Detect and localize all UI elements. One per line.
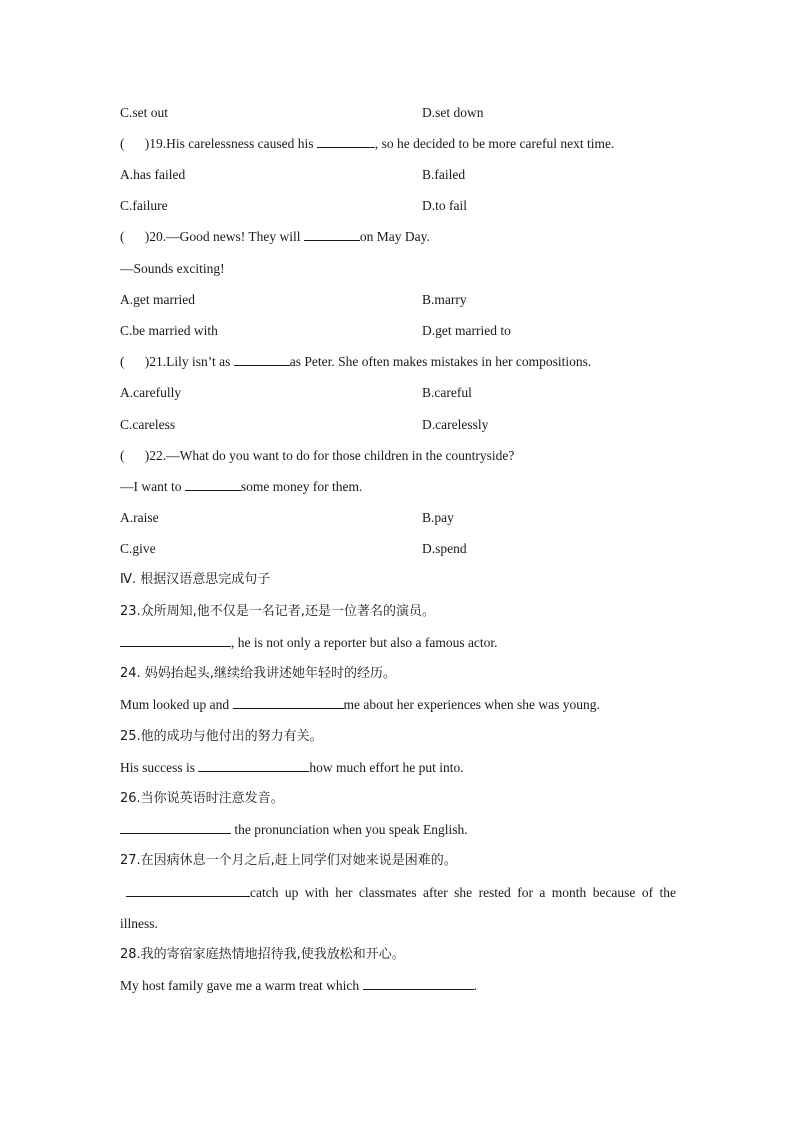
option-a: A.carefully (120, 385, 182, 400)
sentence-start: My host family gave me a warm treat which (120, 978, 360, 993)
answer-blank[interactable] (120, 821, 231, 834)
question-25-chinese: 25.他的成功与他付出的努力有关。 (120, 729, 323, 744)
option-c: C.failure (120, 198, 168, 213)
question-25-english (120, 759, 464, 777)
question-26-english (120, 821, 468, 839)
answer-blank[interactable] (234, 353, 290, 366)
question-stem-end: as Peter. She often makes mistakes in her compositions. (289, 354, 592, 369)
question-28-english (120, 977, 477, 995)
dialogue-reply (120, 478, 362, 496)
answer-paren[interactable]: ( ) (120, 354, 150, 369)
option-b: B.careful (422, 385, 472, 400)
question-19 (120, 135, 614, 153)
dialogue-reply: —Sounds exciting! (120, 261, 225, 276)
answer-blank[interactable] (185, 478, 241, 491)
option-b: B.pay (422, 510, 454, 525)
sentence-end: catch up with her classmates after she rested for a month because of the (250, 885, 676, 900)
question-27-chinese: 27.在因病休息一个月之后,赶上同学们对她来说是困难的。 (120, 853, 457, 868)
answer-paren[interactable]: ( ) (120, 448, 150, 463)
sentence-start: Mum looked up and (120, 697, 230, 712)
sentence-start: His success is (120, 760, 195, 775)
sentence-end: . (473, 978, 477, 993)
answer-blank[interactable] (363, 977, 474, 990)
option-a: A.raise (120, 510, 159, 525)
option-c: C.give (120, 541, 156, 556)
question-23-english (120, 634, 498, 652)
answer-blank[interactable] (317, 135, 375, 148)
question-stem: 22.—What do you want to do for those children in the countryside? (149, 448, 515, 463)
question-24-chinese: 24. 妈妈抬起头,继续给我讲述她年轻时的经历。 (120, 666, 396, 681)
question-stem: 19.His carelessness caused his (149, 136, 314, 151)
sentence-end: , he is not only a reporter but also a famous actor. (231, 635, 498, 650)
answer-blank[interactable] (198, 759, 309, 772)
sentence-end: how much effort he put into. (309, 760, 464, 775)
option-b: B.failed (422, 167, 466, 182)
option-d: D.carelessly (422, 417, 489, 432)
question-stem-end: on May Day. (359, 229, 430, 244)
answer-blank[interactable] (126, 884, 250, 897)
option-b: B.marry (422, 292, 467, 307)
option-d: D.set down (422, 105, 484, 120)
option-a: A.has failed (120, 167, 186, 182)
reply-end: some money for them. (240, 479, 363, 494)
sentence-end: the pronunciation when you speak English. (231, 822, 468, 837)
question-24-english (120, 696, 600, 714)
question-23-chinese: 23.众所周知,他不仅是一名记者,还是一位著名的演员。 (120, 604, 435, 619)
answer-paren[interactable]: ( ) (120, 229, 150, 244)
question-27-english (120, 884, 676, 902)
reply-start: —I want to (120, 479, 182, 494)
answer-blank[interactable] (120, 634, 231, 647)
sentence-end: me about her experiences when she was young. (343, 697, 600, 712)
question-20 (120, 228, 430, 246)
option-d: D.get married to (422, 323, 511, 338)
answer-blank[interactable] (233, 696, 344, 709)
answer-blank[interactable] (304, 228, 360, 241)
option-a: A.get married (120, 292, 195, 307)
question-28-chinese: 28.我的寄宿家庭热情地招待我,使我放松和开心。 (120, 947, 405, 962)
option-c: C.set out (120, 105, 169, 120)
question-stem: 20.—Good news! They will (149, 229, 301, 244)
question-stem: 21.Lily isn’t as (149, 354, 231, 369)
question-26-chinese: 26.当你说英语时注意发音。 (120, 791, 284, 806)
option-c: C.careless (120, 417, 176, 432)
question-stem-end: , so he decided to be more careful next time. (374, 136, 615, 151)
option-c: C.be married with (120, 323, 218, 338)
sentence-continuation: illness. (120, 916, 158, 931)
option-d: D.spend (422, 541, 467, 556)
answer-paren[interactable]: ( ) (120, 136, 150, 151)
option-d: D.to fail (422, 198, 467, 213)
question-22 (120, 447, 514, 465)
question-21 (120, 353, 591, 371)
section-title: Ⅳ. 根据汉语意思完成句子 (120, 572, 271, 587)
